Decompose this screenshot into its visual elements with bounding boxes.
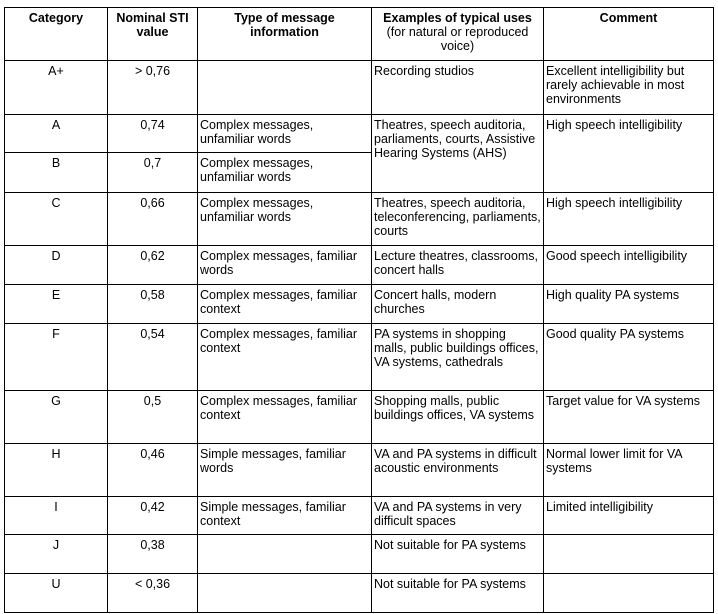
table-row [5, 574, 714, 613]
message-type-cell: Simple messages, familiar context [198, 497, 372, 535]
category-cell: B [5, 153, 108, 193]
header-category: Category [5, 8, 108, 61]
table-row [5, 444, 714, 497]
comment-cell: High quality PA systems [544, 285, 714, 324]
category-cell: C [5, 193, 108, 246]
sti-value-cell: 0,54 [108, 324, 198, 391]
sti-value-cell: > 0,76 [108, 61, 198, 115]
category-cell: J [5, 535, 108, 574]
sti-value-cell: 0,46 [108, 444, 198, 497]
message-type-cell: Complex messages, unfamiliar words [198, 193, 372, 246]
sti-value-cell: 0,7 [108, 153, 198, 193]
header-examples [372, 8, 544, 61]
examples-cell: Not suitable for PA systems [372, 535, 544, 574]
sti-value-cell: 0,5 [108, 391, 198, 444]
comment-cell: Good speech intelligibility [544, 246, 714, 285]
message-type-cell: Complex messages, familiar context [198, 391, 372, 444]
message-type-cell [198, 574, 372, 613]
category-cell: E [5, 285, 108, 324]
category-cell: I [5, 497, 108, 535]
header-message-type: Type of message information [198, 8, 372, 61]
examples-cell: Shopping malls, public buildings offices, VA systems [372, 391, 544, 444]
comment-cell: High speech intelligibility [544, 115, 714, 193]
message-type-cell: Complex messages, familiar words [198, 246, 372, 285]
table-row [5, 193, 714, 246]
header-sti-value: Nominal STI value [108, 8, 198, 61]
message-type-cell [198, 61, 372, 115]
category-cell: F [5, 324, 108, 391]
examples-cell: VA and PA systems in very difficult spaces [372, 497, 544, 535]
category-cell: G [5, 391, 108, 444]
examples-cell: Not suitable for PA systems [372, 574, 544, 613]
examples-cell: Recording studios [372, 61, 544, 115]
sti-value-cell: 0,58 [108, 285, 198, 324]
sti-value-cell: 0,66 [108, 193, 198, 246]
sti-categories-table [4, 7, 714, 613]
category-cell: U [5, 574, 108, 613]
sti-value-cell: 0,38 [108, 535, 198, 574]
examples-cell: Lecture theatres, classrooms, concert halls [372, 246, 544, 285]
header-examples-title: Examples of typical uses [383, 11, 532, 25]
message-type-cell: Complex messages, unfamiliar words [198, 115, 372, 153]
table-row [5, 246, 714, 285]
category-cell: H [5, 444, 108, 497]
comment-cell [544, 535, 714, 574]
examples-cell: Concert halls, modern churches [372, 285, 544, 324]
examples-cell: Theatres, speech auditoria, teleconferencing, parliaments, courts [372, 193, 544, 246]
table-row [5, 535, 714, 574]
table-row [5, 391, 714, 444]
sti-value-cell: 0,74 [108, 115, 198, 153]
table-row [5, 285, 714, 324]
sti-value-cell: 0,62 [108, 246, 198, 285]
message-type-cell: Complex messages, familiar context [198, 285, 372, 324]
table-row [5, 497, 714, 535]
table-row [5, 115, 714, 153]
examples-cell: VA and PA systems in difficult acoustic environments [372, 444, 544, 497]
message-type-cell: Complex messages, unfamiliar words [198, 153, 372, 193]
message-type-cell [198, 535, 372, 574]
category-cell: A [5, 115, 108, 153]
examples-cell: Theatres, speech auditoria, parliaments, courts, Assistive Hearing Systems (AHS) [372, 115, 544, 193]
examples-cell: PA systems in shopping malls, public buildings offices, VA systems, cathedrals [372, 324, 544, 391]
comment-cell: Excellent intelligibility but rarely achievable in most environments [544, 61, 714, 115]
table-header-row [5, 8, 714, 61]
message-type-cell: Complex messages, familiar context [198, 324, 372, 391]
sti-value-cell: 0,42 [108, 497, 198, 535]
table-row [5, 61, 714, 115]
sti-value-cell: < 0,36 [108, 574, 198, 613]
comment-cell: Target value for VA systems [544, 391, 714, 444]
comment-cell: Limited intelligibility [544, 497, 714, 535]
category-cell: A+ [5, 61, 108, 115]
header-comment: Comment [544, 8, 714, 61]
comment-cell: High speech intelligibility [544, 193, 714, 246]
message-type-cell: Simple messages, familiar words [198, 444, 372, 497]
category-cell: D [5, 246, 108, 285]
table-row [5, 324, 714, 391]
comment-cell: Good quality PA systems [544, 324, 714, 391]
comment-cell: Normal lower limit for VA systems [544, 444, 714, 497]
comment-cell [544, 574, 714, 613]
header-examples-subtitle: (for natural or reproduced voice) [386, 25, 529, 53]
